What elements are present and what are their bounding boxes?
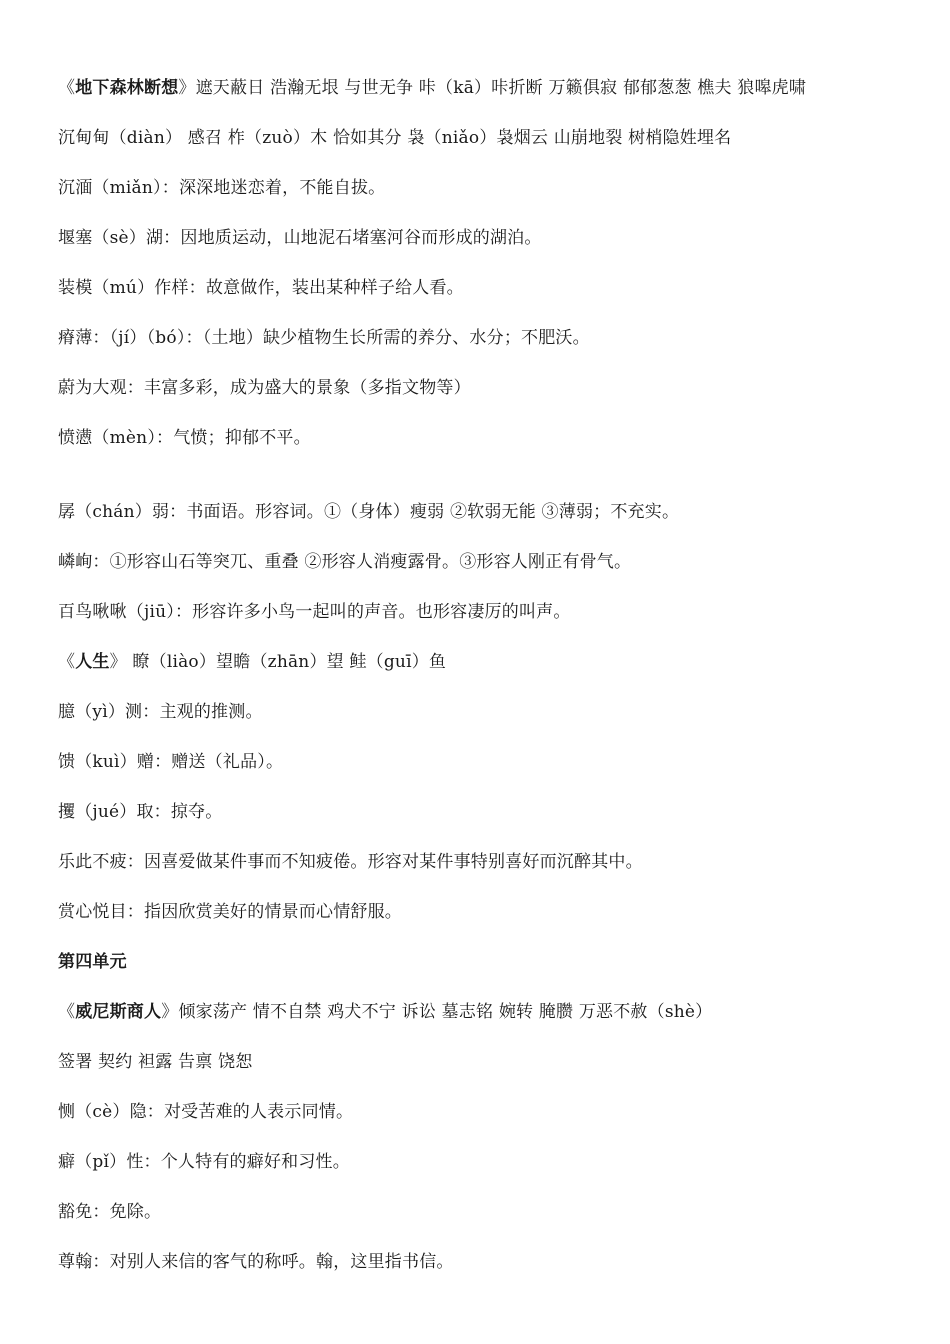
definition-line: 攫（jué）取：掠夺。 xyxy=(58,802,223,822)
text-line-1: 《地下森林断想》遮天蔽日 浩瀚无垠 与世无争 咔（kā）咔折断 万籁俱寂 郁郁葱葱 樵夫 狼嗥虎啸 xyxy=(58,78,807,98)
definition-line: 尊翰：对别人来信的客气的称呼。翰，这里指书信。 xyxy=(58,1252,454,1272)
lesson-title-line: 《人生》 瞭（liào）望瞻（zhān）望 鲑（guī）鱼 xyxy=(58,652,447,672)
definition-line: 装模（mú）作样：故意做作，装出某种样子给人看。 xyxy=(58,278,464,298)
definition-line: 蔚为大观：丰富多彩，成为盛大的景象（多指文物等） xyxy=(58,378,471,398)
definition-line: 孱（chán）弱：书面语。形容词。①（身体）瘦弱 ②软弱无能 ③薄弱；不充实。 xyxy=(58,502,680,522)
definition-line: 馈（kuì）赠：赠送（礼品）。 xyxy=(58,752,284,772)
vocabulary-line: 签署 契约 袒露 告禀 饶恕 xyxy=(58,1052,253,1072)
definition-line: 赏心悦目：指因欣赏美好的情景而心情舒服。 xyxy=(58,902,402,922)
definition-line: 瘠薄：（jí）（bó）：（土地）缺少植物生长所需的养分、水分；不肥沃。 xyxy=(58,328,590,348)
definition-line: 恻（cè）隐：对受苦难的人表示同情。 xyxy=(58,1102,354,1122)
unit-heading: 第四单元 xyxy=(58,952,127,972)
lesson-title-line: 《威尼斯商人》倾家荡产 情不自禁 鸡犬不宁 诉讼 墓志铭 婉转 腌臜 万恶不赦（shè） xyxy=(58,1002,713,1022)
definition-line: 臆（yì）测：主观的推测。 xyxy=(58,702,263,722)
text-line-2: 沉甸甸（diàn） 感召 柞（zuò）木 恰如其分 袅（niǎo）袅烟云 山崩地裂 树梢隐姓埋名 xyxy=(58,128,732,148)
definition-line: 堰塞（sè）湖：因地质运动，山地泥石堵塞河谷而形成的湖泊。 xyxy=(58,228,542,248)
definition-line: 愤懑（mèn）：气愤；抑郁不平。 xyxy=(58,428,311,448)
definition-line: 豁免：免除。 xyxy=(58,1202,162,1222)
definition-line: 沉湎（miǎn）：深深地迷恋着，不能自拔。 xyxy=(58,178,386,198)
definition-line: 癖（pǐ）性：个人特有的癖好和习性。 xyxy=(58,1152,350,1172)
definition-line: 百鸟啾啾（jiū）：形容许多小鸟一起叫的声音。也形容凄厉的叫声。 xyxy=(58,602,571,622)
definition-line: 乐此不疲：因喜爱做某件事而不知疲倦。形容对某件事特别喜好而沉醉其中。 xyxy=(58,852,643,872)
definition-line: 嶙峋：①形容山石等突兀、重叠 ②形容人消瘦露骨。③形容人刚正有骨气。 xyxy=(58,552,632,572)
